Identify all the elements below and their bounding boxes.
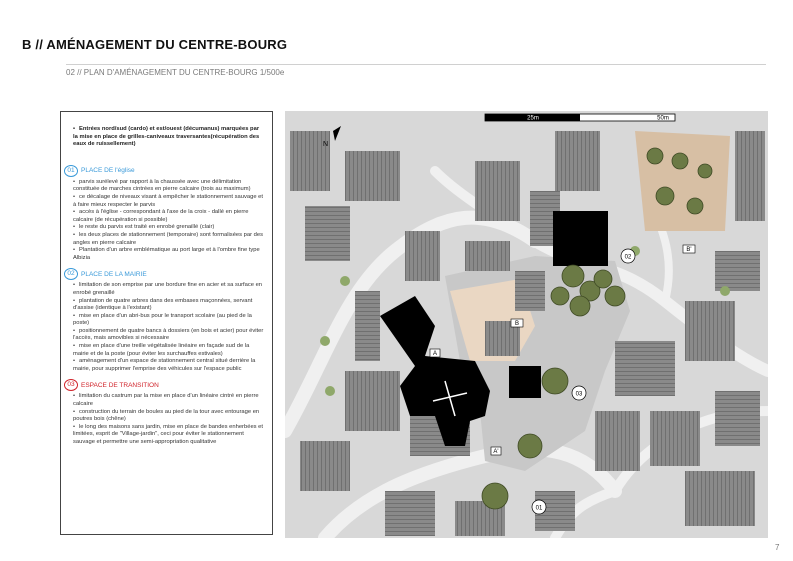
garden-plot [635,131,730,231]
svg-text:B: B [514,321,520,327]
section-title: PLACE DE l'église [81,166,135,174]
section-place-mairie [67,268,265,373]
list-item: • limitation de son emprise par une bordure fine en acier et sa surface en enrobé grenaillé [73,282,263,296]
description-panel [60,111,273,535]
svg-text:01: 01 [535,505,543,512]
section-number-01: 01 [64,165,78,177]
section-place-eglise [67,165,265,263]
page-title: B // AMÉNAGEMENT DU CENTRE-BOURG [22,37,288,52]
section-number-02: 02 [64,268,78,280]
list-item: • le long des maisons sans jardin, mise en place de bandes enherbées et limitées, esprit de "Village-jardin", ceci pour éviter le stationnement sauvage et permettre une semi-appropriation qualitative [73,423,264,445]
map-marker-03 [572,386,586,400]
svg-text:02: 02 [624,254,632,261]
scale-bar [485,114,675,122]
site-plan-drawing [285,111,768,538]
list-item: • les deux places de stationnement (temporaire) sont formalisées par des angles en pierre calcaire [73,231,263,246]
svg-text:A': A' [493,449,499,455]
site-plan-map [285,111,768,538]
list-item: • le reste du parvis est traité en enrobé grenaillé (clair) [73,224,215,231]
section-number-03: 03 [64,379,78,391]
page-subtitle: 02 // PLAN D'AMÉNAGEMENT DU CENTRE-BOURG 1/500e [66,68,285,77]
svg-text:A: A [432,351,438,357]
svg-text:B': B' [686,247,692,253]
svg-text:N: N [323,141,329,148]
map-marker-02 [621,249,635,263]
list-item: • accès à l'église - correspondant à l'axe de la croix - dallé en pierre calcaire (de récupération si possible) [73,209,249,223]
section-espace-transition [67,379,265,446]
page-number: 7 [775,543,780,552]
list-item: • limitation du castrum par la mise en place d'un linéaire cintré en pierre calcaire [73,393,259,408]
map-marker-01 [532,500,546,514]
section-title: PLACE DE LA MAIRIE [81,270,147,278]
list-item: • parvis surélevé par rapport à la chaussée avec une délimitation constituée de marches cintrées en pierre calcaire (trois au maximum) [73,178,251,193]
list-item: • ce décalage de niveaux visant à empêcher le stationnement sauvage et à faire mieux respecter le parvis [73,193,264,208]
svg-text:25m: 25m [527,115,539,122]
list-item: • Plantation d'un arbre emblématique au port large et à l'ombre fine type Albizia [73,247,260,261]
list-item: • plantation de quatre arbres dans des embases maçonnées, servant d'assise (identique à l'existant) [73,297,253,312]
svg-text:03: 03 [575,391,583,398]
section-title: ESPACE DE TRANSITION [81,381,159,389]
mairie [553,211,608,266]
intro-text: • Entrées nord/sud (cardo) et est/ouest (décumanus) marquées par la mise en place de grilles-caniveaux traversantes(récupération des eaux de ruissellement) [73,126,260,148]
svg-text:50m: 50m [657,115,669,122]
list-item: • positionnement de quatre bancs à dossiers (en bois et acier) pour éviter l'accès, mais amovibles si nécessaire [73,327,264,342]
list-item: • aménagement d'un espace de stationnement central situé derrière la mairie, pour supprimer l'emprise des véhicules sur l'espace public [73,358,256,372]
title-divider [66,64,766,65]
list-item: • mise en place d'une treille végétalisée linéaire en façade sud de la mairie et de la poste (pour éviter les surchauffes estivales) [73,343,250,357]
list-item: • mise en place d'un abri-bus pour le transport scolaire (au pied de la poste) [73,312,252,327]
list-item: • construction du terrain de boules au pied de la tour avec entourage en poutres bois (chêne) [73,408,260,423]
tower [509,366,541,398]
